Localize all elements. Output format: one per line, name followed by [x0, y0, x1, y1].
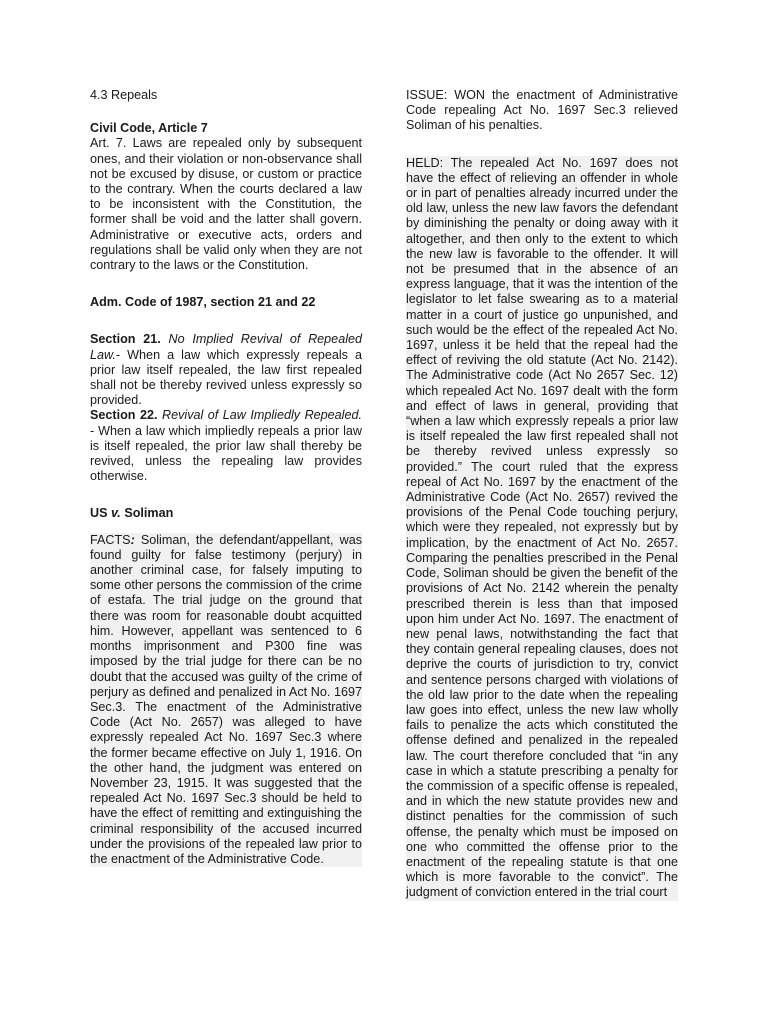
issue-paragraph: ISSUE: WON the enactment of Administrative Code repealing Act No. 1697 Sec.3 relieved Soliman of his penalties. — [406, 88, 678, 133]
facts-text: Soliman, the defendant/appellant, was found guilty for false testimony (perjury) in another criminal case, for falsely imputing to some other persons the commission of the crime of estafa. The trial judge on the ground that there was room for reasonable doubt acquitted him. However, appellant was sentenced to 6 months imprisonment and P300 fine was imposed by the trial judge for there can be no doubt that the accused was guilty of the crime of perjury as defined and penalized in Act No. 1697 Sec.3. The enactment of the Administrative Code (Act No. 2657) was alleged to have expressly repealed Act No. 1697 Sec.3 where the former became effective on July 1, 1916. On the other hand, the judgment was entered on November 23, 1915. It was suggested that the repealed Act No. 1697 Sec.3 should be held to have the effect of remitting and extinguishing the criminal responsibility of the accused incurred under the provisions of the repealed law prior to the enactment of the Administrative Code. — [90, 532, 362, 866]
section-22-paragraph — [90, 408, 362, 484]
case-title-us: US — [90, 506, 108, 521]
case-title-name: Soliman — [124, 506, 174, 521]
section-22-label: Section 22. — [90, 408, 158, 423]
case-title-v: v. — [111, 506, 121, 521]
section-21-text: - When a law which expressly repeals a prior law itself repealed, the law first repealed shall not be thereby revived unless expressly so provided. — [90, 347, 362, 408]
facts-paragraph — [90, 533, 362, 867]
section-21-title: No Implied Revival of Repealed Law. — [90, 332, 362, 362]
facts-colon: : — [130, 532, 135, 547]
article-7-text: Art. 7. Laws are repealed only by subsequent ones, and their violation or non-observance shall not be excused by disuse, or custom or practice to the contrary. When the courts declared a law to be inconsistent with the Constitution, the former shall be void and the latter shall govern. Administrative or executive acts, orders and regulations shall be valid only when they are not contrary to the laws or the Constitution. — [90, 136, 362, 273]
civil-code-title: Civil Code, Article 7 — [90, 121, 208, 136]
left-column — [90, 88, 362, 867]
section-22-text: - When a law which impliedly repeals a prior law is itself repealed, the prior law shall thereby be revived, unless the repealing law provides otherwise. — [90, 423, 362, 484]
section-22-title: Revival of Law Impliedly Repealed. — [162, 408, 362, 423]
facts-label: FACTS — [90, 532, 131, 547]
section-21-label: Section 21. — [90, 332, 161, 347]
right-column — [406, 88, 678, 901]
held-paragraph: HELD: The repealed Act No. 1697 does not have the effect of relieving an offender in whole or in part of penalties already incurred under the old law, unless the new law favors the defendant by diminishing the penalty or doing away with it altogether, and then only to the extent to which the new law is favorable to the offender. It will not be presumed that in the absence of an express language, that it was the intention of the legislator to let false swearing as to a material matter in a court of justice go unpunished, and such would be the effect of the repealed Act No. 1697, unless it be held that the repeal had the effect of reviving the old statute (Act No. 2142). The Administrative code (Act No 2657 Sec. 12) which repealed Act No. 1697 dealt with the form and effect of laws in general, providing that “when a law which expressly repeals a prior law is itself repealed the law first repealed shall not be thereby revived unless expressly so provided.” The court ruled that the express repeal of Act No. 1697 by the enactment of the Administrative Code (Act No. 2657) revived the provisions of the Penal Code touching perjury, which were they repealed, not expressly but by implication, by the enactment of Act No. 2657. Comparing the penalties prescribed in the Penal Code, Soliman should be given the benefit of the provisions of Act No. 2142 wherein the penalty prescribed therein is less than that imposed upon him under Act No. 1697. The enactment of new penal laws, notwithstanding the fact that they contain general repealing clauses, does not deprive the courts of jurisdiction to try, convict and sentence persons charged with violations of the old law prior to the date when the repealing law goes into effect, unless the new law wholly fails to penalize the acts which constituted the offense defined and penalized in the repealed law. The court therefore concluded that “in any case in which a statute prescribing a penalty for the commission of a specific offense is repealed, and in which the new statute provides new and distinct penalties for the commission of such offense, the penalty which must be imposed on one who committed the offense prior to the enactment of the repealing statute is that one which is more favorable to the convict”. The judgment of conviction entered in the trial court — [406, 155, 678, 900]
section-21-paragraph — [90, 332, 362, 408]
section-heading: 4.3 Repeals — [90, 88, 158, 102]
case-title — [90, 506, 362, 521]
adm-code-title: Adm. Code of 1987, section 21 and 22 — [90, 295, 316, 310]
